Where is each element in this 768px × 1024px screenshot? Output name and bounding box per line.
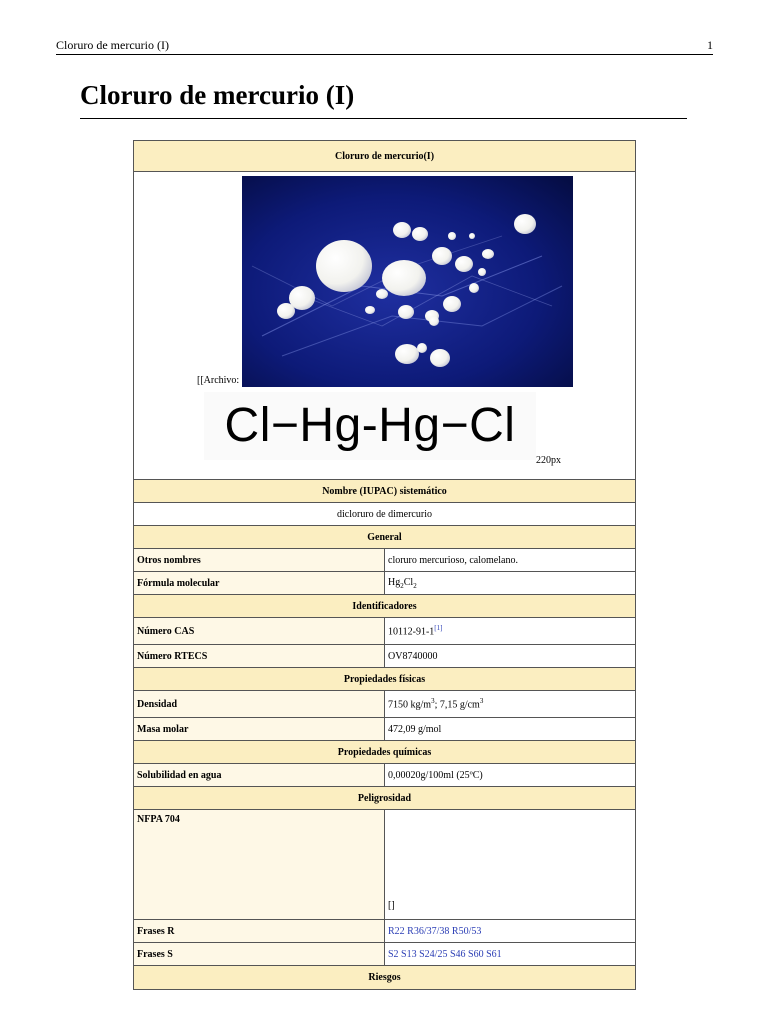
masa-molar-value: 472,09 g/mol bbox=[385, 718, 636, 741]
image-filename-prefix: [[Archivo: bbox=[197, 375, 240, 386]
infobox-table bbox=[133, 140, 636, 990]
page-number: 1 bbox=[707, 38, 713, 52]
masa-molar-label: Masa molar bbox=[134, 718, 385, 741]
solubilidad-value: 0,00020g/100ml (25ºC) bbox=[385, 764, 636, 787]
cas-label: Número CAS bbox=[134, 618, 385, 645]
cas-value: 10112-91-1[1] bbox=[385, 618, 636, 645]
section-fisicas: Propiedades físicas bbox=[134, 668, 636, 691]
image-size-note: 220px bbox=[536, 455, 561, 466]
running-header-title: Cloruro de mercurio (I) bbox=[56, 38, 169, 52]
rtecs-label: Número RTECS bbox=[134, 645, 385, 668]
rtecs-value: OV8740000 bbox=[385, 645, 636, 668]
frases-s-links[interactable]: S2 S13 S24/25 S46 S60 S61 bbox=[385, 943, 636, 966]
section-identificadores: Identificadores bbox=[134, 595, 636, 618]
frases-r-label: Frases R bbox=[134, 920, 385, 943]
frases-r-links[interactable]: R22 R36/37/38 R50/53 bbox=[385, 920, 636, 943]
nfpa-label: NFPA 704 bbox=[134, 810, 385, 920]
calomel-photo bbox=[242, 176, 573, 387]
frases-s-label: Frases S bbox=[134, 943, 385, 966]
formula-label: Fórmula molecular bbox=[134, 572, 385, 595]
section-peligrosidad: Peligrosidad bbox=[134, 787, 636, 810]
section-riesgos: Riesgos bbox=[134, 966, 636, 990]
header-rule bbox=[56, 54, 713, 55]
running-header bbox=[56, 38, 713, 53]
section-quimicas: Propiedades químicas bbox=[134, 741, 636, 764]
section-general: General bbox=[134, 526, 636, 549]
title-rule bbox=[80, 118, 687, 119]
infobox-title: Cloruro de mercurio(I) bbox=[134, 141, 636, 172]
section-iupac: Nombre (IUPAC) sistemático bbox=[134, 480, 636, 503]
cas-reference-link[interactable]: [1] bbox=[434, 624, 443, 633]
infobox-image-cell bbox=[134, 172, 636, 480]
otros-nombres-value: cloruro mercurioso, calomelano. bbox=[385, 549, 636, 572]
densidad-label: Densidad bbox=[134, 691, 385, 718]
nfpa-value: [] bbox=[385, 810, 636, 920]
iupac-name: dicloruro de dimercurio bbox=[134, 503, 636, 526]
densidad-value: 7150 $kg/m^3$; 7,15 $g/cm^3$ bbox=[385, 691, 636, 718]
solubilidad-label: Solubilidad en agua bbox=[134, 764, 385, 787]
page-title: Cloruro de mercurio (I) bbox=[80, 80, 355, 110]
structure-formula: Cl−Hg-Hg−Cl bbox=[204, 392, 536, 460]
otros-nombres-label: Otros nombres bbox=[134, 549, 385, 572]
formula-value: $Hg_2Cl_2$ bbox=[385, 572, 636, 595]
